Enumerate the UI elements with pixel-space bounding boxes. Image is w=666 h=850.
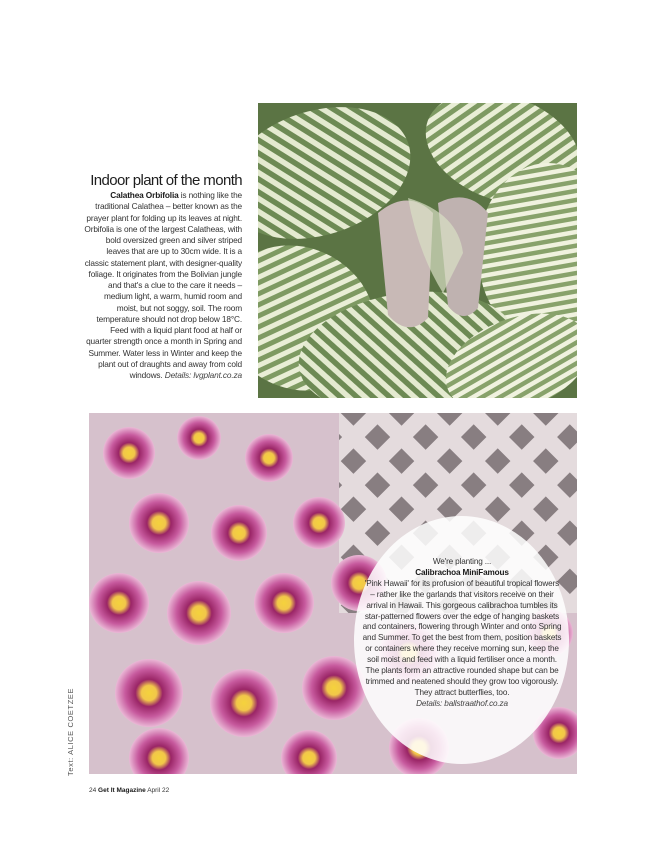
- article-body-text: is nothing like the traditional Calathea – better known as the prayer plant for folding up its leaves at night. Orbifolia is one of the largest Calatheas, with bold oversized green and silver striped leaves that are up to 30cm wide. It is a classic statement plant, with designer-quality foliage. It originates from the Bolivian jungle and that's a clue to the care it needs – medium light, a warm, humid room and moist, but not soggy, soil. The room temperature should not drop below 18°C. Feed with a liquid plant food at half or quarter strength once a month in Spring and Summer. Water less in Winter and keep the plant out of draughts and away from cold windows.: [84, 190, 242, 380]
- page-footer: [89, 787, 169, 794]
- issue-date: April 22: [147, 787, 170, 794]
- planting-title-text: Calibrachoa MiniFamous: [415, 567, 509, 577]
- planting-body: 'Pink Hawaii' for its profusion of beautiful tropical flowers – rather like the garlands that visitors receive on their arrival in Hawaii. This gorgeous calibrachoa tumbles its star-patterned flowers over the edge of hanging baskets and containers, flowering through Winter and onto Spring and Summer. To get the best from them, position baskets or containers where they receive morning sun, keep the soil moist and feed with a liquid fertiliser once a month. The plants form an attractive rounded shape but can be trimmed and neatened should they grow too vigorously. They attract butterflies, too.: [362, 578, 562, 697]
- planting-details-line: [362, 699, 562, 710]
- planting-title: [362, 568, 562, 579]
- article-intro: [84, 172, 242, 381]
- planting-details: Details: ballstraathof.co.za: [416, 698, 508, 708]
- article-lead: Calathea Orbifolia: [110, 190, 179, 200]
- article-body: [84, 190, 242, 381]
- article-heading: Indoor plant of the month: [90, 172, 242, 189]
- planting-intro: We're planting ...: [432, 557, 492, 566]
- magazine-name: Get It Magazine: [98, 787, 146, 794]
- calathea-photo: [258, 103, 577, 398]
- page-number: 24: [89, 787, 97, 794]
- article-details: Details: lvgplant.co.za: [164, 370, 242, 380]
- calathea-leaves-image: [258, 103, 577, 398]
- planting-text: [362, 557, 562, 710]
- text-credit: Text: ALICE COETZEE: [66, 687, 75, 776]
